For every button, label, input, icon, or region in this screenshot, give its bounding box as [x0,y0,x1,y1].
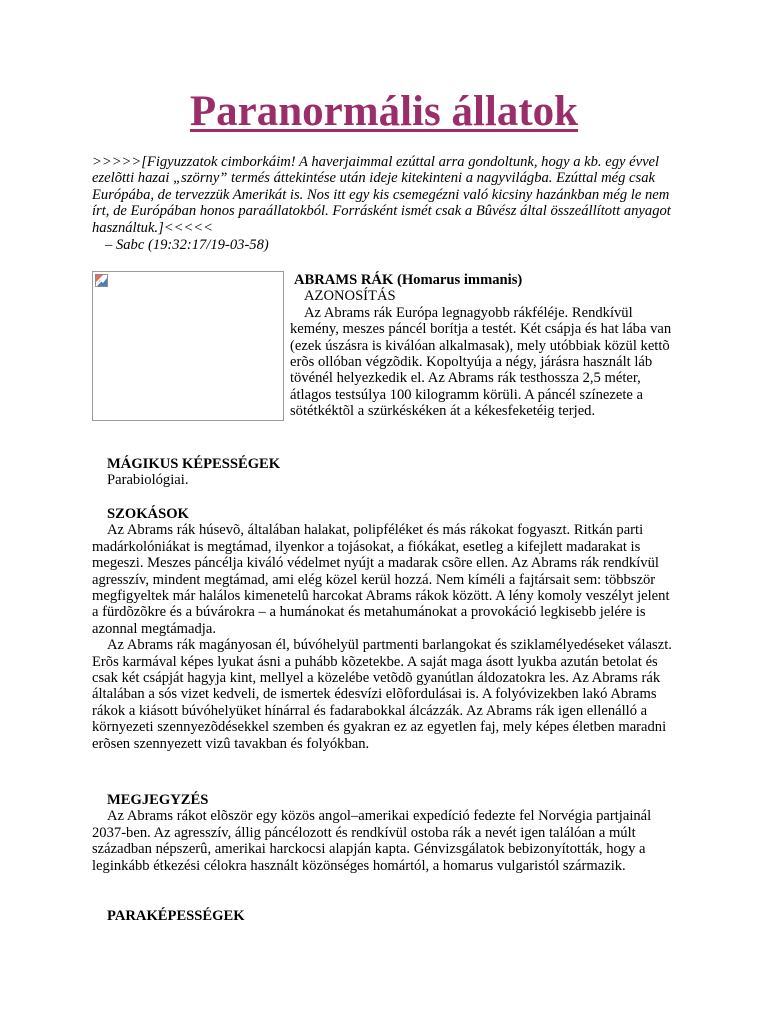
megjegyzes-heading: MEGJEGYZÉS [107,792,209,808]
magikus-text: Parabiológiai. [107,472,189,489]
parakepessegek-section [92,908,677,924]
magikus-heading: MÁGIKUS KÉPESSÉGEK [107,456,281,472]
broken-image-icon [95,274,108,287]
szokasok-heading: SZOKÁSOK [107,506,189,522]
abrams-section [290,272,680,420]
signature: – Sabc (19:32:17/19-03-58) [105,237,269,253]
szokasok-paragraph-2: Az Abrams rák magányosan él, búvóhelyül partmenti barlangokat és sziklamélyedéseket választ. Erõs karmával képes lyukat ásni a puhább kõzetekbe. A saját maga ásott lyukba azután betolat és csak két csápját hagyja kint, mellyel a közelébe vetõdõ gyanútlan áldozatokra les. Az Abrams rák általában a sós vizet kedveli, de ismertek édesvízi elõfordulásai is. A folyóvizekben lakó Abrams rákok a kiásott búvóhelyüket hínárral és fadarabokkal álcázzák. Az Abrams rák igen ellenálló a környezeti szennyezõdésekkel szemben és gyakran ez az egyetlen faj, mely képes életben maradni erõsen szennyezett vizû tavakban és folyókban. [92,637,672,752]
magikus-section [92,456,677,489]
szokasok-section [92,506,677,752]
megjegyzes-section [92,792,677,874]
intro-paragraph: >>>>>[Figyuzzatok cimborkáim! A haverjaimmal ezúttal arra gondoltunk, hogy a kb. egy évvel ezelõtti hazai „szörny” termés áttekintése után ideje kitekinteni a nagyvilágba. Ezúttal még csak Európába, de tervezzük Amerikát is. Nos itt egy kis csemegézni való kicsiny hazánkban még le nem írt, de Európában honos paraállatokból. Forrásként ismét csak a Bûvész által összeállított anyagot használtuk.]<<<<< [92,154,671,236]
abrams-title: ABRAMS RÁK (Homarus immanis) [294,272,523,288]
szokasok-paragraph-1: Az Abrams rák húsevõ, általában halakat, polipféléket és más rákokat fogyaszt. Ritkán parti madárkolóniákat is megtámad, ilyenkor a tojásokat, a fiókákat, esetleg a kifejlett madarakat is megeszi. Meszes páncélja kiváló védelmet nyújt a madarak csõre ellen. Az Abrams rák rendkívül agresszív, mindent megtámad, ami elég közel kerül hozzá. Nem kíméli a fajtársait sem: többször megfigyeltek már halálos kimenetelû harcokat Abrams rákok között. A lény komoly veszélyt jelent a fürdõzõkre és a búvárokra – a humánokat és metahumánokat a provokáció legkisebb jelére is azonnal megtámadja. [92,522,670,637]
image-placeholder [92,271,284,421]
megjegyzes-paragraph: Az Abrams rákot elõször egy közös angol–amerikai expedíció fedezte fel Norvégia partjainál 2037-ben. Az agresszív, állig páncélozott és rendkívül ostoba rák a nevét igen találóan a múlt században népszerû, amerikai harckocsi alapján kapta. Génvizsgálatok bebizonyították, hogy a leginkább étkezési célokra használt közönséges homártól, a homarus vulgaristól származik. [92,808,652,874]
abrams-subhead: AZONOSÍTÁS [304,288,396,305]
abrams-text: Az Abrams rák Európa legnagyobb rákféléje. Rendkívül kemény, meszes páncél borítja a testét. Két csápja és hat lába van (ezek úszásra is kiválóan alkalmasak), mely utóbbiak közül kettõ erõs ollóban végzõdik. Kopoltyúja a négy, járásra használt láb tövénél helyezkedik el. Az Abrams rák testhossza 2,5 méter, átlagos testsúlya 100 kilogramm körüli. A páncél színezete a sötétkéktõl a szürkéskéken át a kékesfeketéig terjed. [290,304,672,420]
parakepessegek-heading: PARAKÉPESSÉGEK [107,908,245,924]
page-title: Paranormális állatok [189,88,579,135]
